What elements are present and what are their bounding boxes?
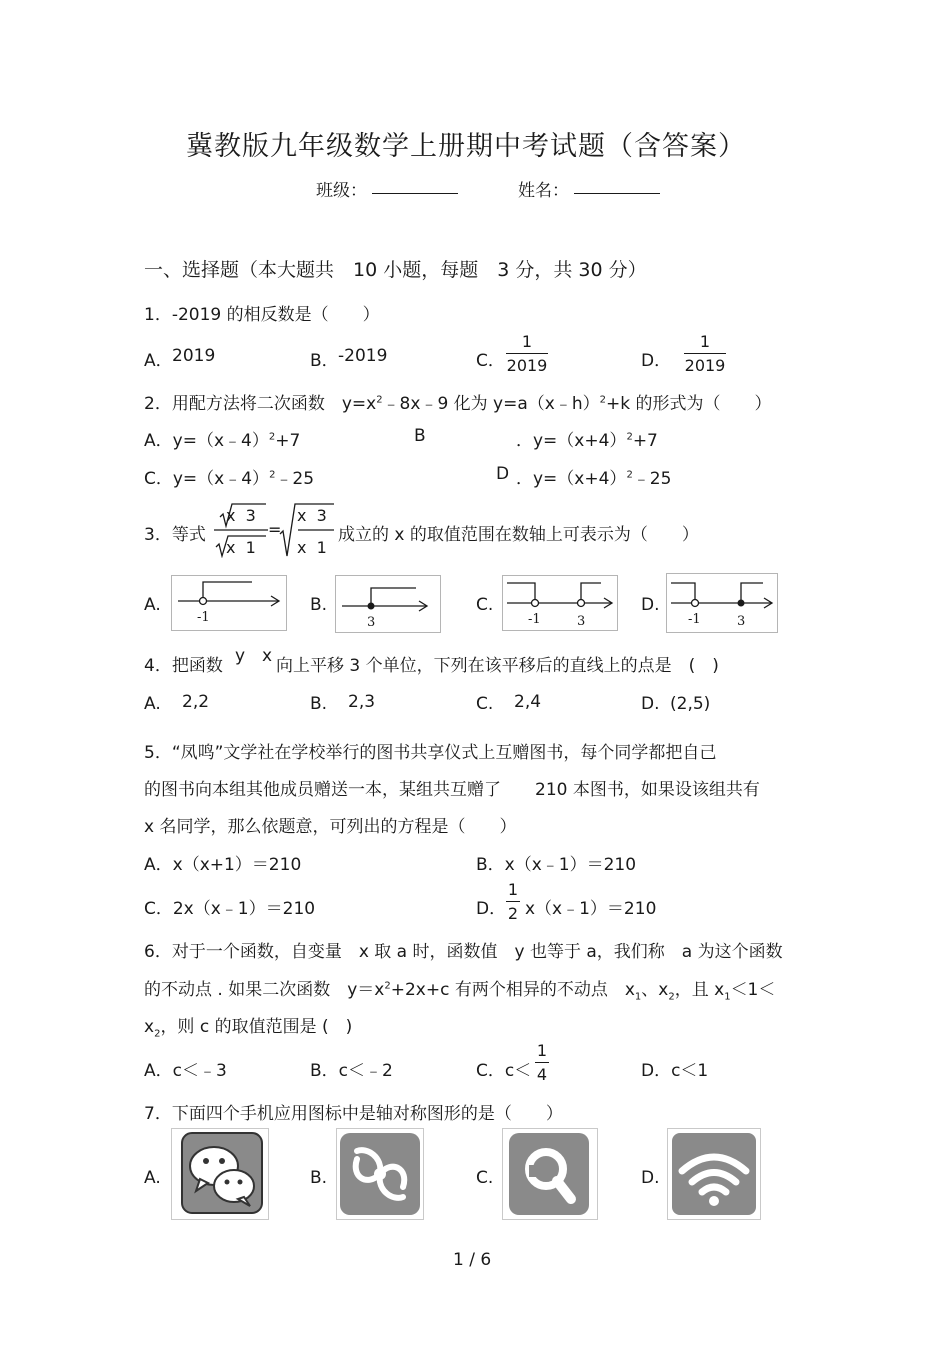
q3-prefix: 3．等式 — [144, 525, 206, 545]
q1-option-a: 2019 — [172, 346, 216, 366]
q4-option-b-label: B. — [310, 694, 328, 714]
tick-label: 3 — [367, 615, 376, 630]
q3-option-b-label: B. — [310, 595, 328, 615]
q7-option-b-label: B. — [310, 1168, 328, 1188]
name-label: 姓名： — [518, 181, 569, 201]
q1-option-b: -2019 — [338, 346, 388, 366]
exponent: 2 — [626, 469, 633, 481]
option-tail: +7 — [275, 431, 301, 451]
q3-suffix: 成立的 x 的取值范围在数轴上可表示为（ ） — [338, 525, 699, 545]
q2-stem — [144, 389, 772, 414]
exponent: 2 — [626, 431, 633, 443]
q3-right-numerator: x 3 — [297, 506, 327, 525]
q3-equals: = — [268, 520, 282, 539]
option-label: C． — [144, 469, 173, 489]
q3-option-d-label: D. — [641, 595, 660, 615]
name-blank — [574, 193, 660, 194]
q7-stem: 7．下面四个手机应用图标中是轴对称图形的是（ ） — [144, 1104, 563, 1124]
option-tail: ﹣25 — [275, 469, 315, 489]
q3-option-d-number-line — [666, 573, 778, 633]
q4-option-a: 2,2 — [182, 692, 210, 712]
q2-option-a — [144, 426, 300, 451]
option-label: A． — [144, 431, 173, 451]
q6-text: +2x+c 有两个相异的不动点 x — [390, 980, 635, 1000]
tick-label: -1 — [528, 612, 541, 627]
q3-option-b-number-line — [335, 575, 441, 633]
q2-option-d-label: D — [496, 464, 510, 484]
subscript: 1 — [634, 991, 642, 1003]
q6-option-c-fraction — [535, 1043, 549, 1083]
q4-option-c-label: C. — [476, 694, 494, 714]
q4-text-2: 向上平移 3 个单位，下列在该平移后的直线上的点是 ( ) — [276, 656, 719, 676]
subscript: 2 — [668, 991, 675, 1003]
q6-line-1: 6．对于一个函数，自变量 x 取 a 时，函数值 y 也等于 a，我们称 a 为这个函数 — [144, 942, 783, 962]
q4-option-d: (2,5) — [670, 694, 711, 714]
option-text: ．y=（x+4） — [516, 469, 627, 489]
q4-var-x: x — [262, 646, 273, 666]
option-tail: ﹣25 — [632, 469, 672, 489]
fraction-denominator: 2 — [507, 904, 519, 923]
q3-option-a-label: A. — [144, 595, 161, 615]
tick-label: -1 — [688, 612, 701, 627]
q1-option-c-fraction — [506, 334, 548, 374]
q4-option-b: 2,3 — [348, 692, 376, 712]
exponent: 2 — [269, 469, 276, 481]
exponent: 2 — [599, 394, 606, 406]
q4-var-y: y — [235, 646, 246, 666]
q2-option-c — [144, 464, 314, 489]
q3-option-a-number-line — [171, 575, 287, 631]
q4-text-1: 4．把函数 — [144, 656, 223, 676]
fraction-numerator: 1 — [521, 332, 533, 351]
q3-left-numerator: x 3 — [226, 506, 256, 525]
q3-option-c-label: C. — [476, 595, 494, 615]
q1-option-c-label: C． — [476, 351, 505, 371]
q3-right-denominator: x 1 — [297, 538, 327, 557]
magnifier-icon — [502, 1128, 598, 1220]
q6-text: ，则 c 的取值范围是 ( ) — [160, 1017, 353, 1037]
q6-text: ＜1＜ — [730, 980, 776, 1000]
q6-text: 、x — [641, 980, 669, 1000]
q1-option-b-label: B． — [310, 351, 339, 371]
q2-text-3: +k 的形式为（ ） — [606, 394, 772, 414]
tick-label: -1 — [197, 610, 210, 625]
q5-option-b: B．x（x﹣1）＝210 — [476, 855, 637, 875]
q3-left-denominator: x 1 — [226, 538, 256, 557]
q5-option-d-label: D． — [476, 899, 507, 919]
fraction-numerator: 1 — [507, 880, 519, 899]
q5-line-3: x 名同学，那么依题意，可列出的方程是（ ） — [144, 817, 517, 837]
q4-option-d-label: D. — [641, 694, 660, 714]
option-tail: +7 — [632, 431, 658, 451]
q7-option-c-label: C. — [476, 1168, 494, 1188]
subscript: 1 — [724, 991, 731, 1003]
fraction-denominator: 4 — [536, 1065, 548, 1084]
fraction-denominator: 2019 — [684, 356, 726, 375]
q1-option-d-fraction — [684, 334, 726, 374]
exponent: 2 — [268, 431, 276, 443]
option-text: y=（x﹣4） — [172, 431, 269, 451]
option-text: y=（x﹣4） — [172, 469, 270, 489]
q5-line-1: 5．“凤鸣”文学社在学校举行的图书共享仪式上互赠图书，每个同学都把自己 — [144, 743, 717, 763]
fraction-numerator: 1 — [536, 1041, 548, 1060]
q5-option-a: A．x（x+1）＝210 — [144, 855, 302, 875]
q6-text: x — [144, 1017, 155, 1037]
q6-text: 的不动点 . 如果二次函数 y＝x — [144, 980, 385, 1000]
q4-option-a-label: A. — [144, 694, 161, 714]
wechat-icon — [171, 1128, 269, 1220]
exponent: 2 — [384, 980, 391, 992]
q6-option-a: A．c＜﹣3 — [144, 1061, 227, 1081]
q3-option-c-number-line — [502, 575, 618, 631]
q6-text: ，且 x — [674, 980, 725, 1000]
page-number: 1 / 6 — [453, 1250, 492, 1270]
q1-stem: 1．-2019 的相反数是（ ） — [144, 305, 380, 325]
fraction-numerator: 1 — [699, 332, 711, 351]
q6-option-b: B．c＜﹣2 — [310, 1061, 393, 1081]
q2-option-b — [516, 426, 658, 451]
page-title: 冀教版九年级数学上册期中考试题（含答案） — [186, 131, 746, 162]
subscript: 2 — [154, 1028, 161, 1040]
q1-option-d-label: D． — [641, 351, 672, 371]
q2-text-2: ﹣8x﹣9 化为 y=a（x﹣h） — [382, 394, 600, 414]
q6-option-c-label: C．c＜ — [476, 1061, 532, 1081]
q7-option-d-label: D. — [641, 1168, 660, 1188]
q5-option-d-fraction — [506, 882, 520, 922]
section-heading: 一、选择题（本大题共 10 小题，每题 3 分，共 30 分） — [144, 259, 647, 281]
q2-text-1: 2．用配方法将二次函数 y=x — [144, 394, 377, 414]
q2-option-d — [516, 464, 671, 489]
q1-option-a-label: A． — [144, 351, 173, 371]
wifi-icon — [667, 1128, 761, 1220]
tick-label: 3 — [737, 614, 746, 629]
fraction-denominator: 2019 — [506, 356, 548, 375]
q5-option-c: C．2x（x﹣1）＝210 — [144, 899, 316, 919]
q6-option-d: D．c＜1 — [641, 1061, 709, 1081]
q7-option-a-label: A. — [144, 1168, 161, 1188]
q4-option-c: 2,4 — [514, 692, 542, 712]
exponent: 2 — [376, 394, 383, 406]
class-blank — [372, 193, 458, 194]
q5-line-2: 的图书向本组其他成员赠送一本，某组共互赠了 210 本图书，如果设该组共有 — [144, 780, 760, 800]
q2-option-b-label: B — [414, 426, 426, 446]
q6-line-3 — [144, 1012, 352, 1039]
option-text: ．y=（x+4） — [516, 431, 627, 451]
tick-label: 3 — [577, 614, 586, 629]
q5-option-d: x（x﹣1）＝210 — [525, 899, 657, 919]
q6-line-2 — [144, 975, 775, 1002]
class-label: 班级： — [316, 181, 367, 201]
swirl-icon — [336, 1128, 424, 1220]
